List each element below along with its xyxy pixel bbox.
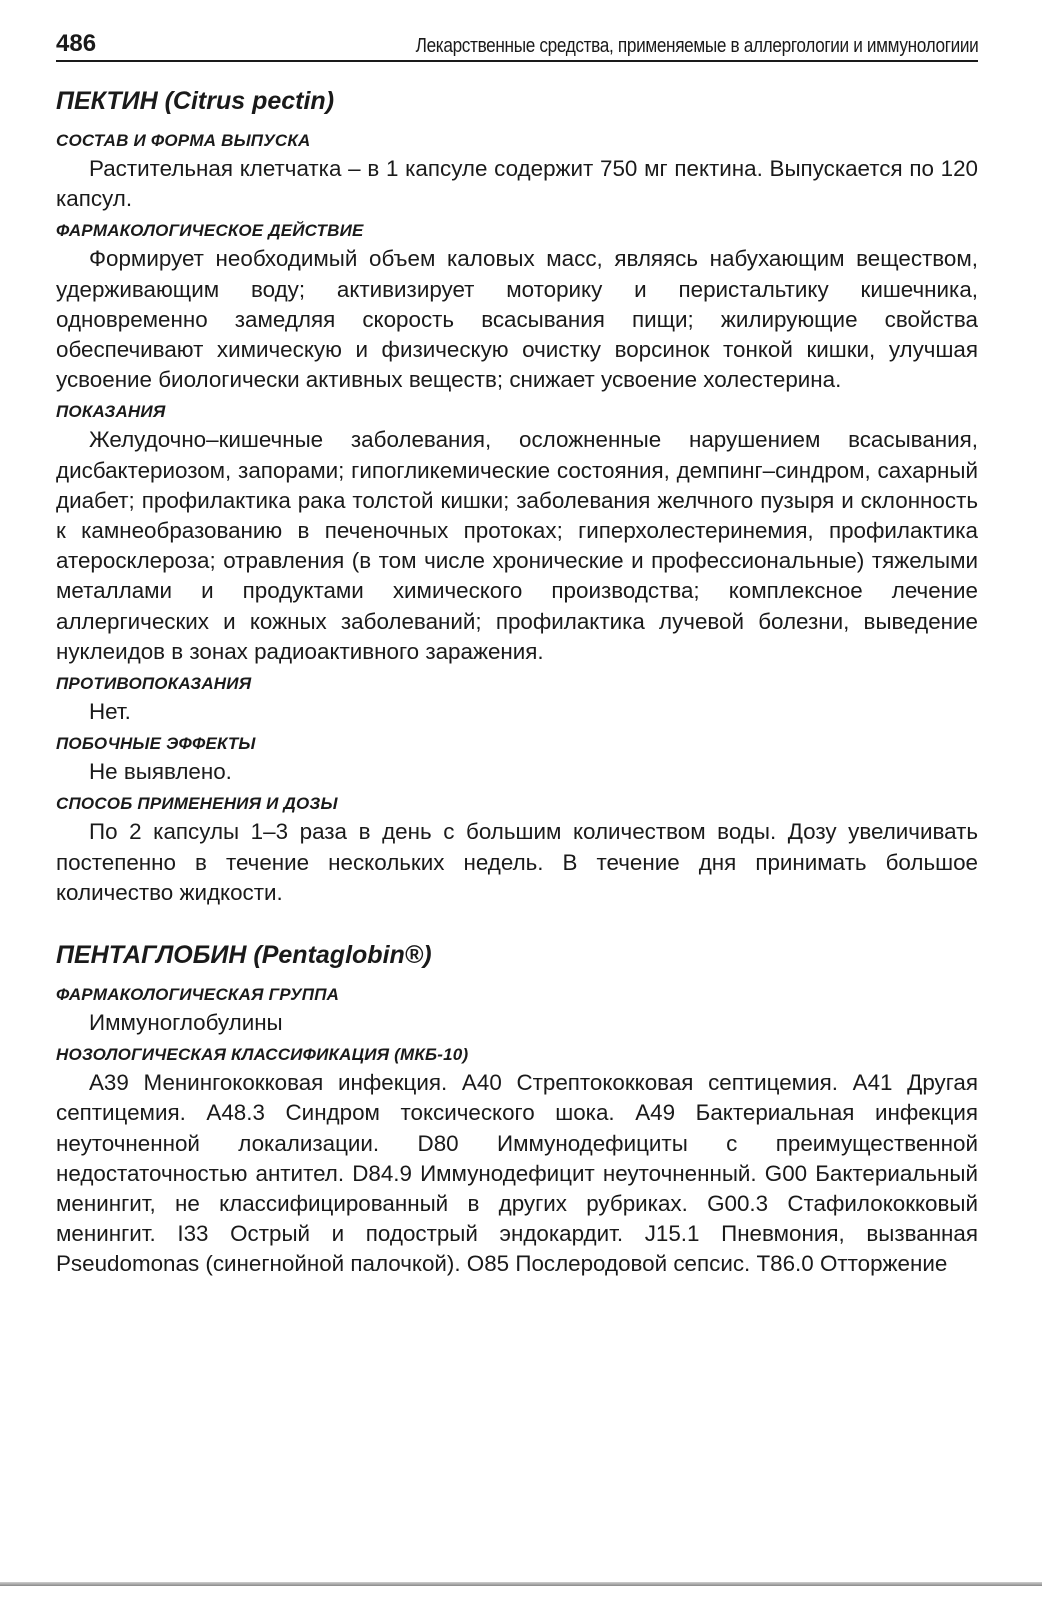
section-heading-composition: СОСТАВ И ФОРМА ВЫПУСКА: [56, 131, 311, 150]
page-number: 486: [56, 30, 97, 57]
section-body-nosological-classification: A39 Менингококковая инфекция. A40 Стрептококковая септицемия. A41 Другая септицемия. A48.3 Синдром токсического шока. A49 Бактериальная инфекция неуточненной локализации. D80 Иммунодефициты с преимущественной недостаточностью антител. D84.9 Иммунодефицит неуточненный. G00 Бактериальный менингит, не классифицированный в других рубриках. G00.3 Стафилококковый менингит. I33 Острый и подострый эндокардит. J15.1 Пневмония, вызванная Pseudomonas (синегнойной палочкой). O85 Послеродовой сепсис. T86.0 Отторжение: [56, 1070, 978, 1277]
section-heading-dosage: СПОСОБ ПРИМЕНЕНИЯ И ДОЗЫ: [56, 794, 338, 814]
section-heading-pharmacological-group: ФАРМАКОЛОГИЧЕСКАЯ ГРУППА: [56, 985, 340, 1005]
running-title: Лекарственные средства, применяемые в аллергологии и иммунологиии: [415, 35, 978, 57]
book-page: [56, 20, 978, 1286]
running-header: [56, 20, 978, 62]
section-heading-contraindications: ПРОТИВОПОКАЗАНИЯ: [56, 674, 252, 694]
section-heading-side-effects: ПОБОЧНЫЕ ЭФФЕКТЫ: [56, 734, 256, 754]
section-heading-indications: ПОКАЗАНИЯ: [56, 402, 166, 422]
drug-title-pentaglobin: ПЕНТАГЛОБИН (Pentaglobin®): [56, 941, 432, 970]
section-body-side-effects: Не выявлено.: [89, 759, 232, 785]
section-body-pharmacological-action: Формирует необходимый объем каловых масс, являясь набухающим веществом, удерживающим воду; активизирует моторику и перистальтику кишечника, одновременно замедляя скорость всасывания пищи; жилирующие свойства обеспечивают химическую и физическую очистку ворсинок тонкой кишки, улучшая усвоение биологически активных веществ; снижает усвоение холестерина.: [56, 246, 978, 393]
section-heading-nosological-classification: НОЗОЛОГИЧЕСКАЯ КЛАССИФИКАЦИЯ (МКБ-10): [56, 1045, 469, 1065]
section-body-indications: Желудочно–кишечные заболевания, осложненные нарушением всасывания, дисбактериозом, запорами; гипогликемические состояния, демпинг–синдром, сахарный диабет; профилактика рака толстой кишки; заболевания желчного пузыря и склонность к камнеобразованию в печеночных протоках; гиперхолестеринемия, профилактика атеросклероза; отравления (в том числе хронические и профессиональные) тяжелыми металлами и продуктами химического производства; комплексное лечение аллергических и кожных заболеваний; профилактика лучевой болезни, выведение нуклеидов в зонах радиоактивного заражения.: [56, 427, 978, 664]
section-body-pharmacological-group: Иммуноглобулины: [89, 1010, 283, 1036]
section-body-composition: Растительная клетчатка – в 1 капсуле содержит 750 мг пектина. Выпускается по 120 капсул.: [56, 156, 978, 212]
page-bottom-edge: [0, 1582, 1042, 1586]
section-body-contraindications: Нет.: [89, 699, 131, 725]
section-body-dosage: По 2 капсулы 1–3 раза в день с большим количеством воды. Дозу увеличивать постепенно в течение нескольких недель. В течение дня принимать большое количество жидкости.: [56, 819, 978, 905]
section-heading-pharmacological-action: ФАРМАКОЛОГИЧЕСКОЕ ДЕЙСТВИЕ: [56, 221, 364, 241]
drug-title-pectin: ПЕКТИН (Citrus pectin): [56, 87, 335, 115]
